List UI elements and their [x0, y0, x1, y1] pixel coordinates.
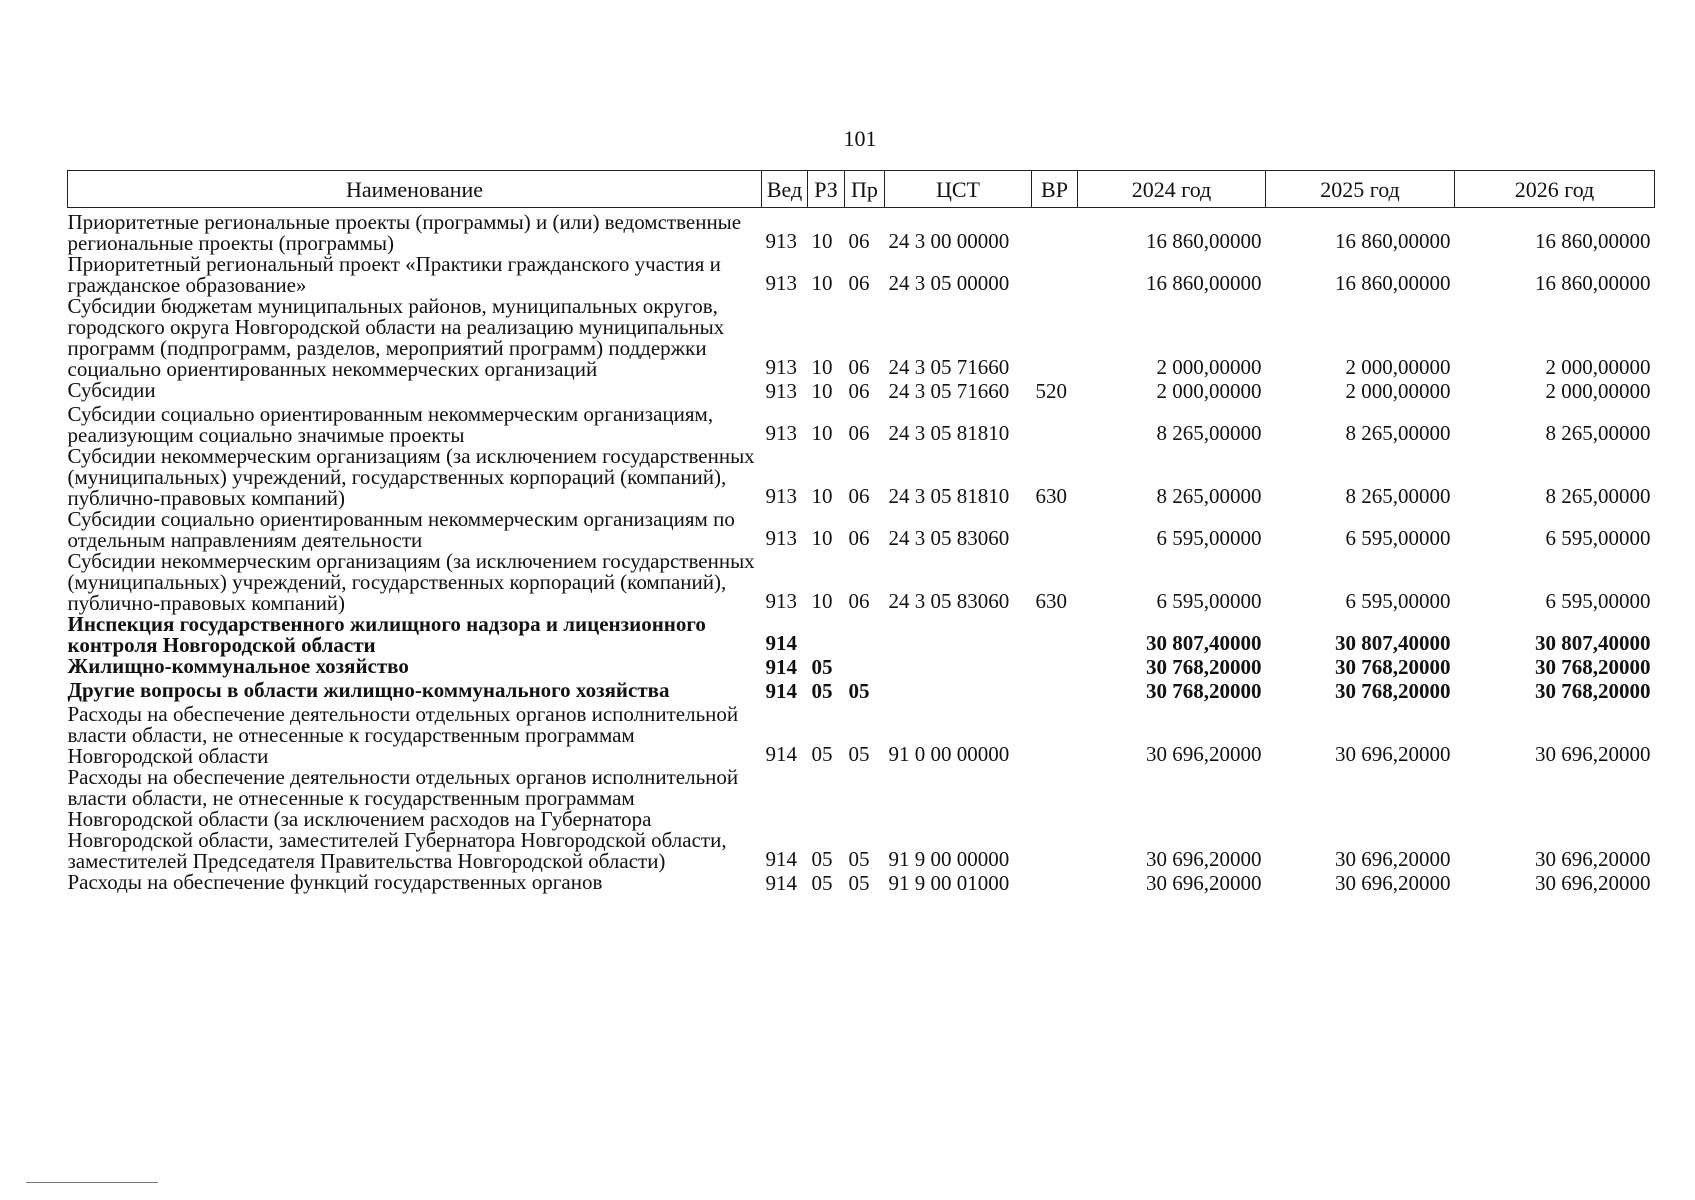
cell-cst: 24 3 05 83060: [888, 526, 1010, 550]
cell-ved: 914: [765, 679, 797, 703]
cell-2025: 30 768,20000: [1335, 655, 1451, 679]
cell-vr: [1032, 254, 1078, 296]
cell-vr: [1032, 704, 1078, 767]
cell-name: Инспекция государственного жилищного надзора и лицензионного контроля Новгородской области: [67, 612, 706, 657]
cell-rz: 10: [811, 379, 833, 403]
cell-2026: 30 696,20000: [1535, 871, 1651, 895]
cell-vr: 520: [1035, 379, 1067, 403]
cell-pr: 06: [848, 229, 870, 253]
cell-2024: 30 696,20000: [1146, 871, 1262, 895]
cell-cst: 24 3 05 00000: [888, 271, 1010, 295]
cell-ved: 913: [765, 484, 797, 508]
cell-rz: 10: [811, 271, 833, 295]
cell-cst: 24 3 05 81810: [888, 421, 1010, 445]
cell-2026: 8 265,00000: [1545, 484, 1651, 508]
cell-vr: [1032, 296, 1078, 380]
cell-ved: 913: [765, 589, 797, 613]
cell-name: Другие вопросы в области жилищно-коммунального хозяйства: [67, 678, 670, 702]
cell-ved: 913: [765, 379, 797, 403]
cell-vr: [1032, 767, 1078, 872]
cell-pr: 05: [848, 847, 870, 871]
cell-cst: 24 3 05 71660: [888, 355, 1010, 379]
header-ved: Вед: [762, 171, 808, 208]
cell-pr: 05: [848, 871, 870, 895]
cell-2025: 30 696,20000: [1335, 742, 1451, 766]
cell-ved: 914: [765, 655, 797, 679]
header-pr: Пр: [845, 171, 885, 208]
cell-2026: 30 768,20000: [1535, 655, 1651, 679]
cell-name: Субсидии некоммерческим организациям (за исключением государственных (муниципальных) учреждений, государственных корпораций (компаний), публично-правовых компаний): [67, 549, 755, 615]
cell-2025: 30 768,20000: [1335, 679, 1451, 703]
cell-vr: [1032, 614, 1078, 656]
cell-name: Расходы на обеспечение деятельности отдельных органов исполнительной власти области, не отнесенные к государственным программам Новгородской области (за исключением расходов на Губернатора Новгородской области, заместителей Губернатора Новгородской области, заместителей Председателя Правительства Новгородской области): [67, 765, 739, 873]
cell-rz: [808, 614, 845, 656]
cell-2026: 30 696,20000: [1535, 742, 1651, 766]
cell-2024: 8 265,00000: [1156, 484, 1262, 508]
cell-2024: 30 768,20000: [1146, 655, 1262, 679]
cell-2025: 6 595,00000: [1345, 589, 1451, 613]
cell-rz: 10: [811, 589, 833, 613]
cell-vr: [1032, 680, 1078, 704]
table-row: [68, 208, 1655, 255]
page-number: 101: [843, 126, 877, 151]
cell-rz: 10: [811, 229, 833, 253]
cell-2026: 6 595,00000: [1545, 589, 1651, 613]
cell-2026: 2 000,00000: [1545, 379, 1651, 403]
cell-ved: 913: [765, 355, 797, 379]
cell-2024: 8 265,00000: [1156, 421, 1262, 445]
cell-2025: 2 000,00000: [1345, 379, 1451, 403]
cell-cst: 91 0 00 00000: [888, 742, 1010, 766]
cell-cst: 24 3 05 71660: [888, 379, 1010, 403]
cell-2025: 30 696,20000: [1335, 871, 1451, 895]
cell-2024: 30 768,20000: [1146, 679, 1262, 703]
cell-vr: [1032, 404, 1078, 446]
cell-2024: 2 000,00000: [1156, 355, 1262, 379]
cell-vr: [1032, 208, 1078, 255]
cell-2025: 8 265,00000: [1345, 484, 1451, 508]
cell-2024: 30 696,20000: [1146, 742, 1262, 766]
cell-vr: [1032, 509, 1078, 551]
cell-cst: [885, 614, 1032, 656]
cell-rz: 10: [811, 355, 833, 379]
cell-pr: 06: [848, 526, 870, 550]
cell-name: Субсидии социально ориентированным некоммерческим организациям по отдельным направлениям деятельности: [67, 507, 735, 552]
table-row: [68, 446, 1655, 509]
cell-rz: 05: [811, 871, 833, 895]
cell-ved: 914: [765, 847, 797, 871]
table-row: [68, 380, 1655, 404]
cell-2025: 30 696,20000: [1335, 847, 1451, 871]
cell-2024: 30 696,20000: [1146, 847, 1262, 871]
cell-name: Приоритетный региональный проект «Практики гражданского участия и гражданское образование»: [67, 252, 721, 297]
cell-name: Расходы на обеспечение функций государственных органов: [67, 870, 603, 894]
cell-pr: 05: [848, 679, 870, 703]
cell-pr: [845, 656, 885, 680]
cell-2026: 6 595,00000: [1545, 526, 1651, 550]
cell-pr: 05: [848, 742, 870, 766]
header-2024: 2024 год: [1078, 171, 1266, 208]
cell-2025: 16 860,00000: [1335, 229, 1451, 253]
cell-2026: 8 265,00000: [1545, 421, 1651, 445]
cell-pr: [845, 614, 885, 656]
cell-name: Расходы на обеспечение деятельности отдельных органов исполнительной власти области, не отнесенные к государственным программам Новгородской области: [67, 702, 739, 768]
cell-cst: 24 3 00 00000: [888, 229, 1010, 253]
header-rz: РЗ: [808, 171, 845, 208]
cell-name: Приоритетные региональные проекты (программы) и (или) ведомственные региональные проекты (программы): [67, 210, 742, 255]
cell-pr: 06: [848, 421, 870, 445]
cell-ved: 913: [765, 271, 797, 295]
cell-cst: 91 9 00 01000: [888, 871, 1010, 895]
cell-rz: 05: [811, 679, 833, 703]
cell-2025: 16 860,00000: [1335, 271, 1451, 295]
cell-cst: [885, 680, 1032, 704]
cell-pr: 06: [848, 379, 870, 403]
cell-vr: [1032, 656, 1078, 680]
cell-rz: 05: [811, 655, 833, 679]
cell-2026: 30 768,20000: [1535, 679, 1651, 703]
cell-name: Жилищно-коммунальное хозяйство: [67, 654, 409, 678]
cell-ved: 914: [765, 742, 797, 766]
cell-2024: 6 595,00000: [1156, 526, 1262, 550]
cell-rz: 05: [811, 847, 833, 871]
cell-rz: 05: [811, 742, 833, 766]
table-row: [68, 614, 1655, 656]
table-row: [68, 509, 1655, 551]
cell-vr: [1032, 872, 1078, 896]
cell-cst: [885, 656, 1032, 680]
cell-2024: 30 807,40000: [1146, 631, 1262, 655]
table-header-row: [68, 171, 1655, 208]
cell-cst: 24 3 05 81810: [888, 484, 1010, 508]
header-name: Наименование: [68, 171, 762, 208]
cell-rz: 10: [811, 484, 833, 508]
cell-2025: 6 595,00000: [1345, 526, 1451, 550]
cell-2026: 30 696,20000: [1535, 847, 1651, 871]
footer-divider: [26, 1182, 158, 1183]
cell-rz: 10: [811, 526, 833, 550]
cell-2024: 16 860,00000: [1146, 271, 1262, 295]
cell-vr: 630: [1035, 484, 1067, 508]
table-row: [68, 254, 1655, 296]
cell-vr: 630: [1035, 589, 1067, 613]
cell-pr: 06: [848, 484, 870, 508]
cell-2026: 16 860,00000: [1535, 229, 1651, 253]
cell-name: Субсидии: [67, 378, 156, 402]
cell-2024: 2 000,00000: [1156, 379, 1262, 403]
cell-2026: 30 807,40000: [1535, 631, 1651, 655]
cell-name: Субсидии социально ориентированным некоммерческим организациям, реализующим социально значимые проекты: [67, 402, 714, 447]
cell-name: Субсидии некоммерческим организациям (за исключением государственных (муниципальных) учреждений, государственных корпораций (компаний), публично-правовых компаний): [67, 444, 755, 510]
cell-ved: 913: [765, 421, 797, 445]
table-row: [68, 404, 1655, 446]
table-row: [68, 872, 1655, 896]
cell-ved: 913: [765, 526, 797, 550]
cell-2025: 30 807,40000: [1335, 631, 1451, 655]
cell-ved: 914: [765, 631, 797, 655]
cell-ved: 914: [765, 871, 797, 895]
budget-table: [67, 170, 1655, 896]
header-2026: 2026 год: [1455, 171, 1655, 208]
cell-pr: 06: [848, 355, 870, 379]
cell-rz: 10: [811, 421, 833, 445]
table-row: [68, 656, 1655, 680]
cell-pr: 06: [848, 271, 870, 295]
table-row: [68, 767, 1655, 872]
header-2025: 2025 год: [1266, 171, 1455, 208]
cell-2025: 2 000,00000: [1345, 355, 1451, 379]
header-cst: ЦСТ: [885, 171, 1032, 208]
cell-cst: 24 3 05 83060: [888, 589, 1010, 613]
table-row: [68, 296, 1655, 380]
header-vr: ВР: [1032, 171, 1078, 208]
table-row: [68, 704, 1655, 767]
cell-pr: 06: [848, 589, 870, 613]
cell-cst: 91 9 00 00000: [888, 847, 1010, 871]
table-row: [68, 551, 1655, 614]
cell-2024: 16 860,00000: [1146, 229, 1262, 253]
cell-2026: 2 000,00000: [1545, 355, 1651, 379]
table-row: [68, 680, 1655, 704]
cell-2026: 16 860,00000: [1535, 271, 1651, 295]
cell-2025: 8 265,00000: [1345, 421, 1451, 445]
cell-2024: 6 595,00000: [1156, 589, 1262, 613]
cell-name: Субсидии бюджетам муниципальных районов, муниципальных округов, городского округа Новгородской области на реализацию муниципальных программ (подпрограмм, разделов, мероприятий программ) поддержки социально ориентированных некоммерческих организаций: [67, 294, 725, 381]
cell-ved: 913: [765, 229, 797, 253]
table-body: [68, 208, 1655, 897]
